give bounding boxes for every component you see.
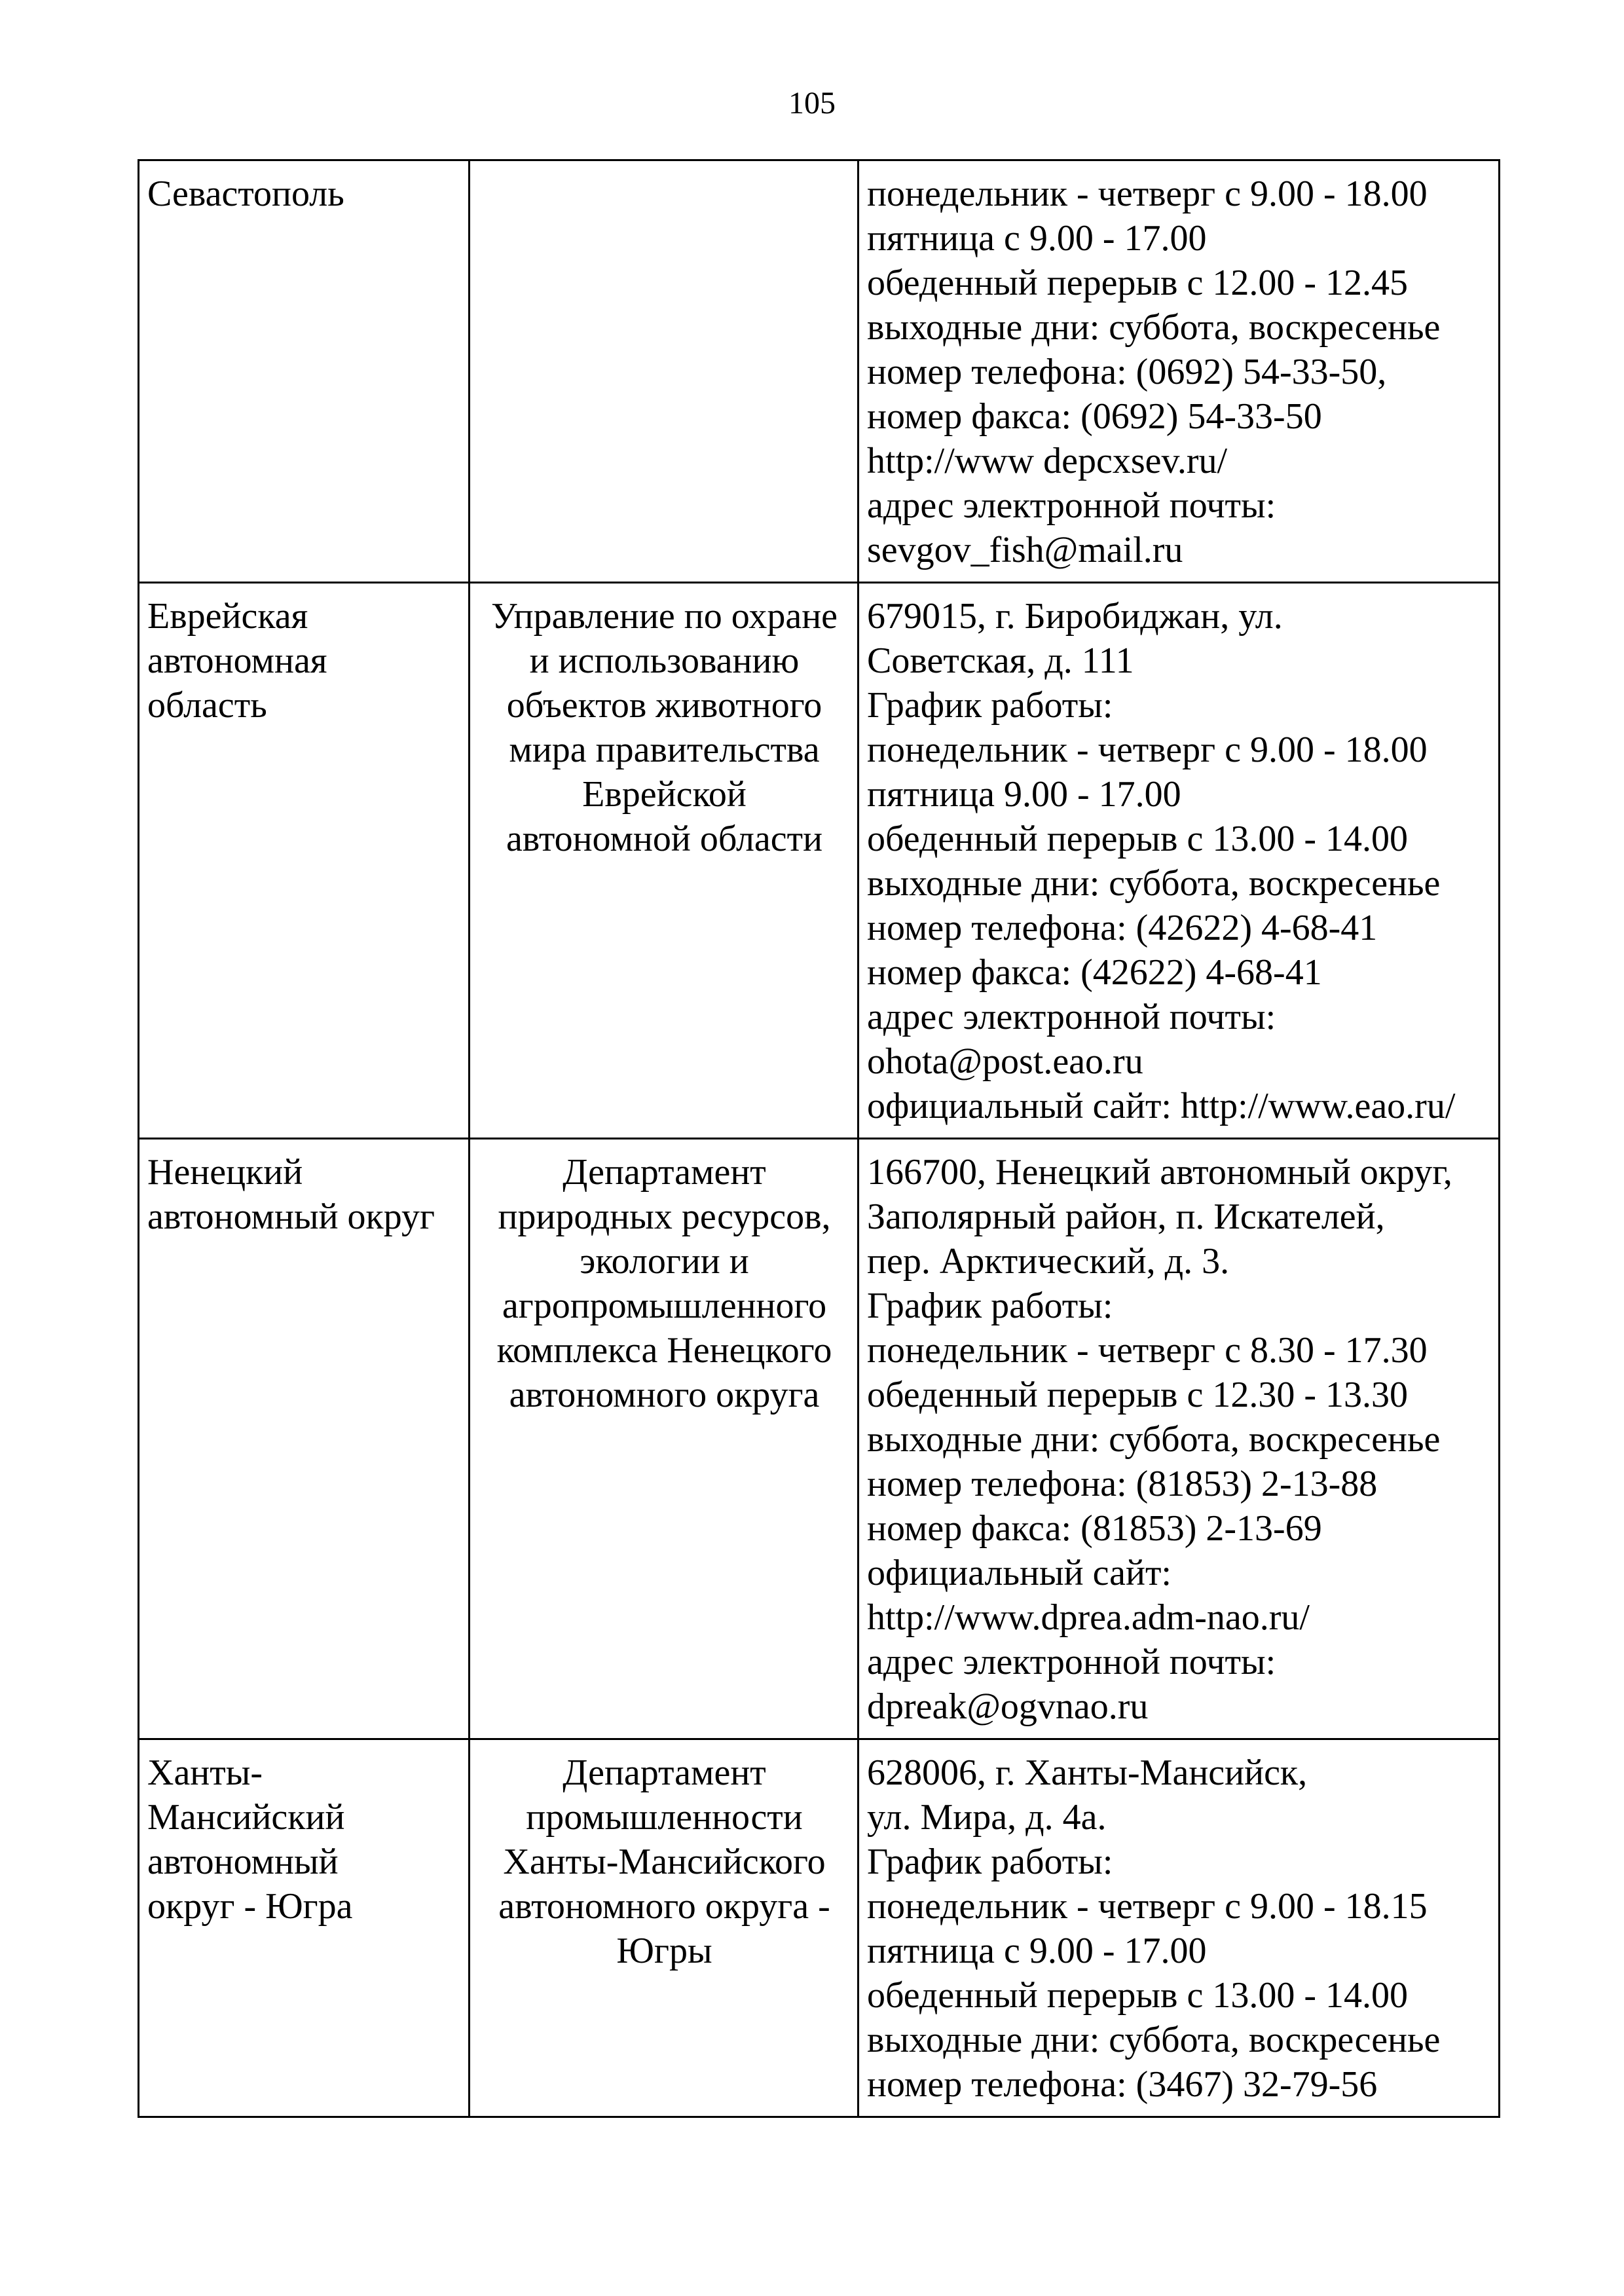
text-line: автономной области (506, 819, 823, 859)
text-line: автономного округа - (498, 1886, 830, 1927)
text-line: dpreak@ogvnao.ru (867, 1686, 1149, 1727)
text-line: Заполярный район, п. Искателей, (867, 1196, 1385, 1237)
text-line: Департамент (563, 1752, 766, 1793)
region-cell (139, 1739, 470, 2117)
text-line: sevgov_fish@mail.ru (867, 530, 1183, 570)
text-line: природных ресурсов, (498, 1196, 831, 1237)
text-line: Севастополь (147, 174, 344, 214)
text-line: понедельник - четверг с 8.30 - 17.30 (867, 1330, 1428, 1371)
text-line: пятница с 9.00 - 17.00 (867, 218, 1207, 259)
text-line: промышленности (526, 1797, 803, 1838)
contacts-table (138, 159, 1500, 2118)
text-line: Советская, д. 111 (867, 640, 1134, 681)
text-line: и использованию (529, 640, 800, 681)
contact-info-cell (858, 583, 1500, 1139)
text-line: адрес электронной почты: (867, 997, 1276, 1037)
text-line: 679015, г. Биробиджан, ул. (867, 596, 1283, 637)
organization-cell (470, 1139, 858, 1739)
text-line: обеденный перерыв с 12.00 - 12.45 (867, 263, 1408, 303)
text-line: пер. Арктический, д. 3. (867, 1241, 1230, 1282)
contact-info-cell (858, 160, 1500, 583)
table-row (139, 1739, 1500, 2117)
text-line: выходные дни: суббота, воскресенье (867, 1419, 1441, 1460)
contact-info-cell (858, 1139, 1500, 1739)
text-line: комплекса Ненецкого (496, 1330, 832, 1371)
text-line: Ханты-Мансийского (503, 1842, 826, 1882)
text-line: номер телефона: (3467) 32-79-56 (867, 2064, 1378, 2105)
text-line: пятница 9.00 - 17.00 (867, 774, 1181, 815)
text-line: Мансийский (147, 1797, 345, 1838)
text-line: понедельник - четверг с 9.00 - 18.15 (867, 1886, 1428, 1927)
text-line: адрес электронной почты: (867, 1642, 1276, 1682)
region-cell (139, 583, 470, 1139)
text-line: номер факса: (81853) 2-13-69 (867, 1508, 1322, 1549)
table-row (139, 160, 1500, 583)
text-line: http://www.dprea.adm-nao.ru/ (867, 1597, 1310, 1638)
text-line: График работы: (867, 685, 1113, 726)
text-line: 628006, г. Ханты-Мансийск, (867, 1752, 1308, 1793)
region-cell (139, 160, 470, 583)
text-line: выходные дни: суббота, воскресенье (867, 2020, 1441, 2060)
text-line: экологии и (580, 1241, 749, 1282)
text-line: область (147, 685, 267, 726)
text-line: объектов животного (506, 685, 822, 726)
text-line: Еврейская (147, 596, 308, 637)
text-line: Югры (616, 1931, 712, 1971)
text-line: автономная (147, 640, 327, 681)
text-line: Управление по охране (490, 596, 838, 637)
text-line: Департамент (563, 1152, 766, 1193)
text-line: номер факса: (0692) 54-33-50 (867, 396, 1322, 437)
text-line: официальный сайт: (867, 1553, 1172, 1593)
table-row (139, 583, 1500, 1139)
text-line: понедельник - четверг с 9.00 - 18.00 (867, 174, 1428, 214)
text-line: График работы: (867, 1286, 1113, 1326)
text-line: официальный сайт: http://www.eao.ru/ (867, 1086, 1456, 1126)
text-line: Ханты- (147, 1752, 263, 1793)
table-row (139, 1139, 1500, 1739)
text-line: автономный (147, 1842, 339, 1882)
text-line: округ - Югра (147, 1886, 353, 1927)
page-number: 105 (788, 86, 836, 120)
organization-cell (470, 1739, 858, 2117)
text-line: выходные дни: суббота, воскресенье (867, 307, 1441, 348)
organization-cell (470, 583, 858, 1139)
text-line: обеденный перерыв с 13.00 - 14.00 (867, 819, 1408, 859)
text-line: обеденный перерыв с 13.00 - 14.00 (867, 1975, 1408, 2016)
text-line: автономный округ (147, 1196, 435, 1237)
text-line: пятница с 9.00 - 17.00 (867, 1931, 1207, 1971)
text-line: График работы: (867, 1842, 1113, 1882)
text-line: ohota@post.eao.ru (867, 1041, 1143, 1082)
text-line: Ненецкий (147, 1152, 303, 1193)
text-line: номер телефона: (42622) 4-68-41 (867, 908, 1378, 948)
text-line: Еврейской (582, 774, 747, 815)
contact-info-cell (858, 1739, 1500, 2117)
organization-cell (470, 160, 858, 583)
text-line: автономного округа (509, 1375, 820, 1415)
text-line: мира правительства (509, 730, 820, 770)
text-line: 166700, Ненецкий автономный округ, (867, 1152, 1452, 1193)
text-line: ул. Мира, д. 4а. (867, 1797, 1107, 1838)
text-line: понедельник - четверг с 9.00 - 18.00 (867, 730, 1428, 770)
region-cell (139, 1139, 470, 1739)
text-line: адрес электронной почты: (867, 485, 1276, 526)
text-line: номер телефона: (0692) 54-33-50, (867, 352, 1387, 392)
text-line: http://www depcxsev.ru/ (867, 441, 1228, 481)
text-line: номер телефона: (81853) 2-13-88 (867, 1464, 1378, 1504)
text-line: обеденный перерыв с 12.30 - 13.30 (867, 1375, 1408, 1415)
table-body (139, 160, 1500, 2117)
text-line: выходные дни: суббота, воскресенье (867, 863, 1441, 904)
text-line: агропромышленного (502, 1286, 827, 1326)
text-line: номер факса: (42622) 4-68-41 (867, 952, 1322, 993)
